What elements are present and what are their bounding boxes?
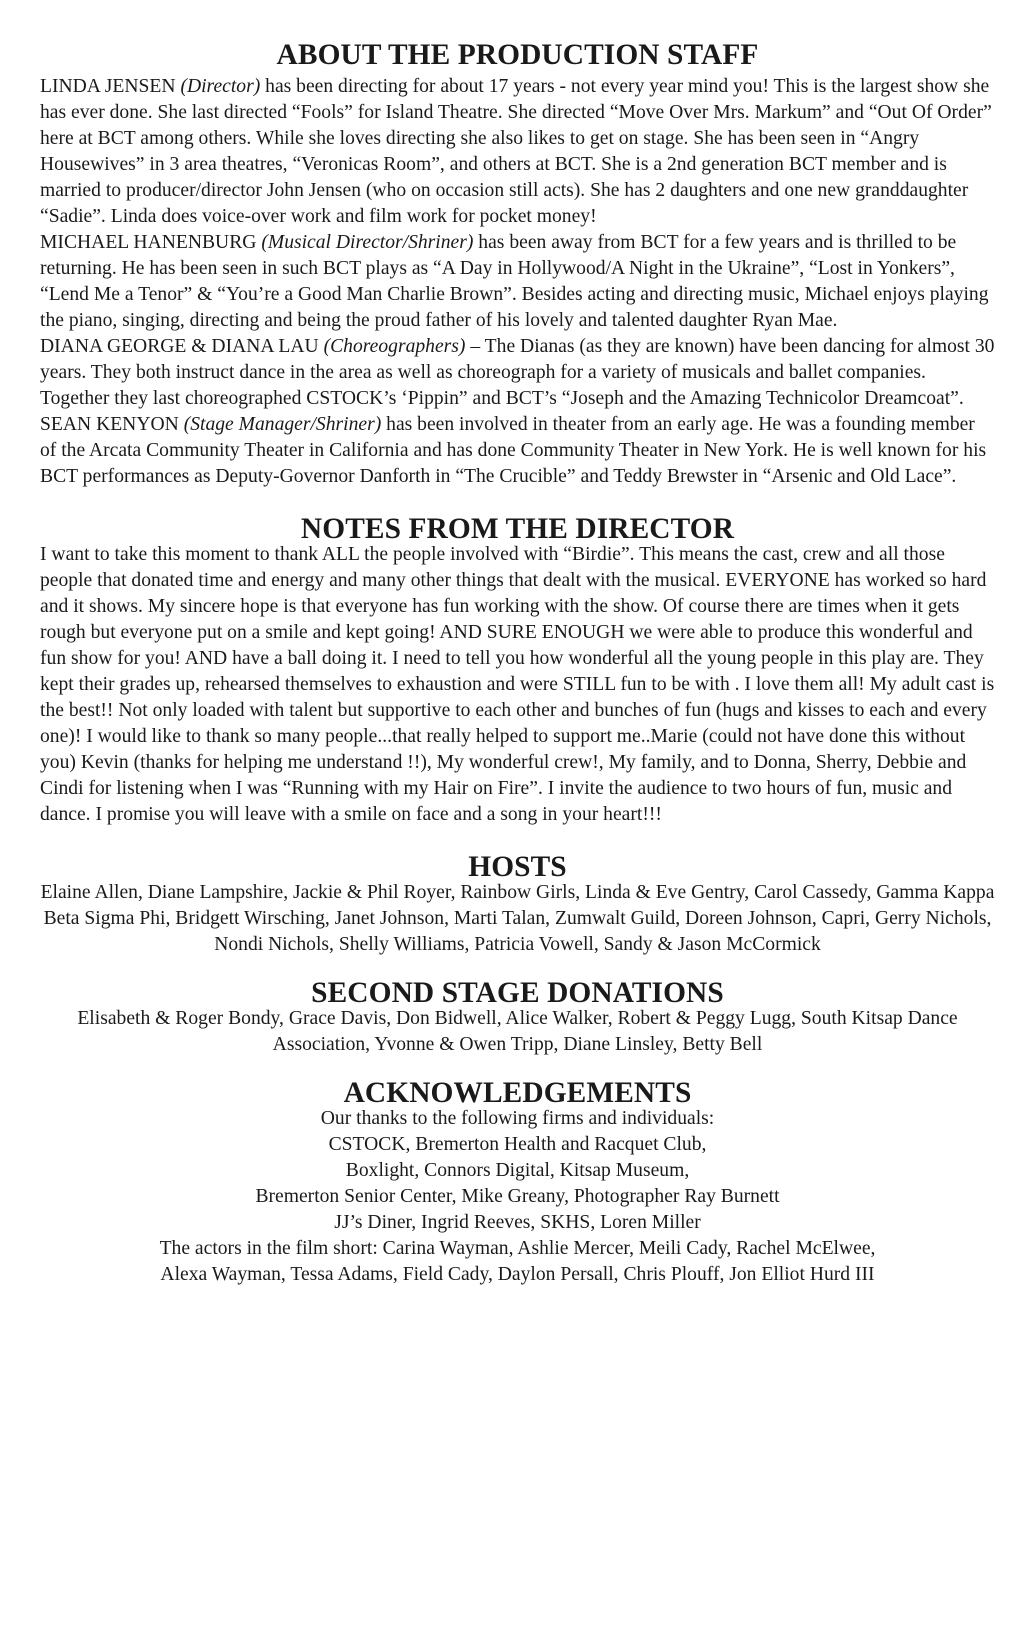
acknowledgement-line: JJ’s Diner, Ingrid Reeves, SKHS, Loren Miller <box>334 1212 701 1233</box>
director-notes-text: I want to take this moment to thank ALL the people involved with “Birdie”. This means the cast, crew and all those people that donated time and energy and many other things that dealt with the musical. EVERYONE has worked so hard and it shows. My sincere hope is that everyone has fun working with the show. Of course there are times when it gets rough but everyone put on a smile and kept going! AND SURE ENOUGH we were able to produce this wonderful and fun show for you! AND have a ball doing it. I need to tell you how wonderful all the young people in this play are. They kept their grades up, rehearsed themselves to exhaustion and were STILL fun to be with . I love them all! My adult cast is the best!! Not only loaded with talent but supportive to each other and bunches of fun (hugs and kisses to each and every one)! I would like to thank so many people...that really helped to support me..Marie (could not have done this without you) Kevin (thanks for helping me understand !!), My wonderful crew!, My family, and to Donna, Sherry, Debbie and Cindi for listening when I was “Running with my Hair on Fire”. I invite the audience to two hours of fun, music and dance. I promise you will leave with a smile on face and a song in your heart!!! <box>40 544 995 825</box>
bio-text: has been directing for about 17 years - not every year mind you! This is the largest show she has ever done. She last directed “Fools” for Island Theatre. She directed “Move Over Mrs. Markum” and “Out Of Order” here at BCT among others. While she loves directing she also likes to get on stage. She has been seen in “Angry Housewives” in 3 area theatres, “Veronicas Room”, and others at BCT. She is a 2nd generation BCT member and is married to producer/director John Jensen (who on occasion still acts). She has 2 daughters and one new granddaughter “Sadie”. Linda does voice-over work and film work for pocket money! <box>40 76 992 227</box>
bio-text: has been involved in theater from an early age. He was a founding member of the Arcata Community Theater in California and has done Community Theater in New York. He is well known for his BCT performances as Deputy-Governor Danforth in “The Crucible” and Teddy Brewster in “Arsenic and Old Lace”. <box>40 414 987 487</box>
donations-heading: SECOND STAGE DONATIONS <box>311 977 724 1009</box>
acknowledgement-line: CSTOCK, Bremerton Health and Racquet Club, <box>328 1134 707 1155</box>
director-notes-heading: NOTES FROM THE DIRECTOR <box>300 513 735 545</box>
bio-role: (Director) <box>180 76 261 97</box>
acknowledgement-line: Boxlight, Connors Digital, Kitsap Museum, <box>345 1160 690 1181</box>
staff-heading: ABOUT THE PRODUCTION STAFF <box>276 39 759 71</box>
acknowledgement-line: Bremerton Senior Center, Mike Greany, Photographer Ray Burnett <box>255 1186 780 1207</box>
acknowledgements-heading: ACKNOWLEDGEMENTS <box>343 1077 692 1109</box>
bio-name: SEAN KENYON <box>40 414 179 435</box>
bio-role: (Choreographers) <box>323 336 466 357</box>
bio-role: (Musical Director/Shriner) <box>261 232 474 253</box>
bio-text: – The Dianas (as they are known) have been dancing for almost 30 years. They both instruct dance in the area as well as choreograph for a variety of musicals and ballet companies. Together they last choreographed CSTOCK’s ‘Pippin” and BCT’s “Joseph and the Amazing Technicolor Dreamcoat”. <box>40 336 995 409</box>
bio-diana-george-lau <box>40 334 995 412</box>
donations-list: Elisabeth & Roger Bondy, Grace Davis, Don Bidwell, Alice Walker, Robert & Peggy Lugg, South Kitsap Dance Association, Yvonne & Owen Tripp, Diane Linsley, Betty Bell <box>77 1008 958 1055</box>
bio-name: LINDA JENSEN <box>40 76 176 97</box>
bio-text: has been away from BCT for a few years and is thrilled to be returning. He has been seen in such BCT plays as “A Day in Hollywood/A Night in the Ukraine”, “Lost in Yonkers”, “Lend Me a Tenor” & “You’re a Good Man Charlie Brown”. Besides acting and directing music, Michael enjoys playing the piano, singing, directing and being the proud father of his lovely and talented daughter Ryan Mae. <box>40 232 989 331</box>
bio-name: DIANA GEORGE & DIANA LAU <box>40 336 319 357</box>
hosts-list: Elaine Allen, Diane Lampshire, Jackie & Phil Royer, Rainbow Girls, Linda & Eve Gentry, Carol Cassedy, Gamma Kappa Beta Sigma Phi, Bridgett Wirsching, Janet Johnson, Marti Talan, Zumwalt Guild, Doreen Johnson, Capri, Gerry Nichols, Nondi Nichols, Shelly Williams, Patricia Vowell, Sandy & Jason McCormick <box>40 882 995 955</box>
acknowledgement-line: Alexa Wayman, Tessa Adams, Field Cady, Daylon Persall, Chris Plouff, Jon Elliot Hurd III <box>160 1264 875 1285</box>
acknowledgement-line: Our thanks to the following firms and individuals: <box>320 1108 715 1129</box>
bio-michael-hanenburg <box>40 230 995 334</box>
bio-linda-jensen <box>40 74 995 230</box>
acknowledgement-line: The actors in the film short: Carina Wayman, Ashlie Mercer, Meili Cady, Rachel McElwee, <box>159 1238 876 1259</box>
hosts-heading: HOSTS <box>468 851 567 883</box>
acknowledgements-list <box>40 1106 995 1288</box>
program-page <box>40 39 995 1288</box>
bio-role: (Stage Manager/Shriner) <box>183 414 382 435</box>
bio-name: MICHAEL HANENBURG <box>40 232 257 253</box>
bio-sean-kenyon <box>40 412 995 490</box>
